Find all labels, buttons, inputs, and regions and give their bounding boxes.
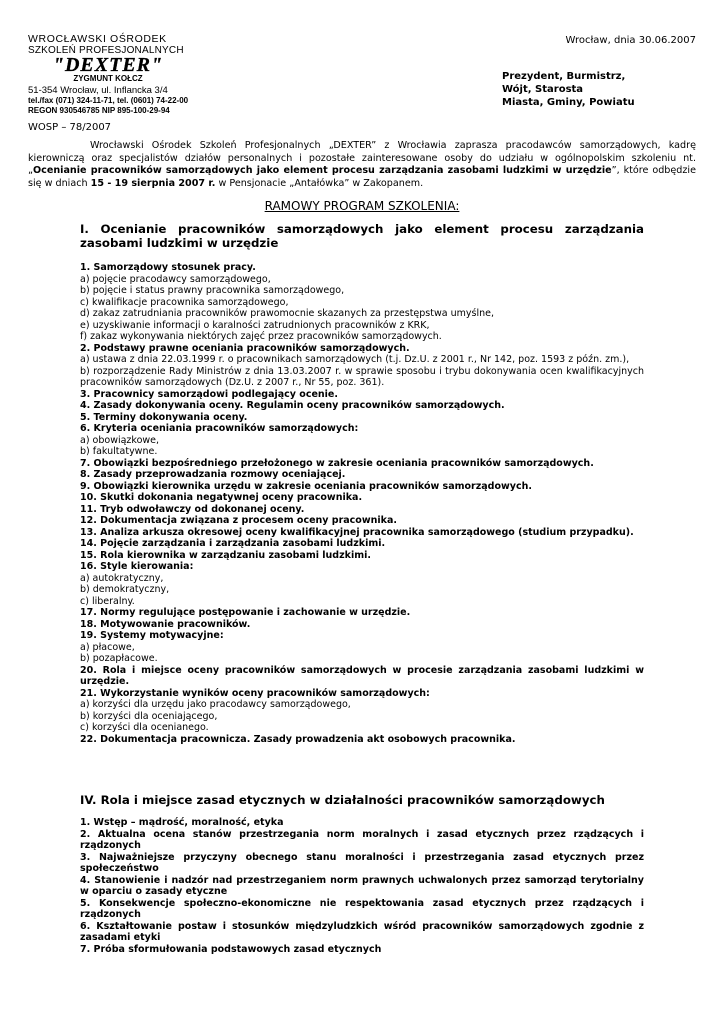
intro-text: ”, które odbędzie się w dniach bbox=[28, 165, 696, 189]
program-item: 10. Skutki dokonania negatywnej oceny pracownika. bbox=[80, 492, 363, 503]
intro-text: w Pensjonacie „Antałówka” w Zakopanem. bbox=[215, 177, 424, 189]
program-item: 11. Tryb odwoławczy od dokonanej oceny. bbox=[80, 503, 305, 515]
program-item: 17. Normy regulujące postępowanie i zachowanie w urzędzie. bbox=[80, 607, 411, 618]
program-item: 21. Wykorzystanie wyników oceny pracowników samorządowych: bbox=[80, 687, 430, 699]
letterhead-line2: SZKOLEŃ PROFESJONALNYCH bbox=[28, 45, 184, 56]
letterhead-phone: tel./fax (071) 324-11-71, tel. (0601) 74-22-00 bbox=[28, 96, 189, 105]
intro-text: Wrocławski Ośrodek Szkoleń Profesjonalnych „DEXTER” z Wrocławia zaprasza pracodawców samorządowych, kadrę kierowniczą oraz specjalistów działów personalnych i pozostałe zainteresowane osoby do udziału w ogólnopolskim szkoleniu nt. „ bbox=[28, 140, 696, 176]
program-title: RAMOWY PROGRAM SZKOLENIA: bbox=[264, 199, 460, 213]
program-item: 7. Próba sformułowania podstawowych zasad etycznych bbox=[80, 943, 382, 955]
program-item: a) płacowe, bbox=[80, 641, 135, 653]
section1-list bbox=[80, 262, 644, 745]
program-item: 5. Konsekwencje społeczno-ekonomiczne nie respektowania zasad etycznych przez rządzących i rządzonych bbox=[80, 897, 644, 920]
program-item: a) autokratyczny, bbox=[80, 572, 164, 584]
program-item: 3. Pracownicy samorządowi podlegający ocenie. bbox=[80, 388, 338, 400]
program-item: 7. Obowiązki bezpośredniego przełożonego w zakresie oceniania pracowników samorządowych. bbox=[80, 457, 594, 469]
program-item: c) liberalny. bbox=[80, 595, 135, 607]
section-heading: IV. Rola i miejsce zasad etycznych w działalności pracowników samorządowych bbox=[80, 793, 605, 807]
program-item: d) zakaz zatrudniania pracowników prawomocnie skazanych za przestępstwa umyślne, bbox=[80, 308, 494, 319]
recipient-block bbox=[502, 70, 635, 109]
program-item: 1. Samorządowy stosunek pracy. bbox=[80, 262, 256, 273]
section-heading: I. Ocenianie pracowników samorządowych jako element procesu zarządzania zasobami ludzkimi w urzędzie bbox=[80, 222, 644, 250]
program-item: b) pojęcie i status prawny pracownika samorządowego, bbox=[80, 285, 345, 296]
program-item: 22. Dokumentacja pracownicza. Zasady prowadzenia akt osobowych pracownika. bbox=[80, 733, 516, 745]
letterhead-regon: REGON 930546785 NIP 895-100-29-94 bbox=[28, 106, 170, 115]
program-item: 18. Motywowanie pracowników. bbox=[80, 618, 251, 630]
program-item: 4. Zasady dokonywania oceny. Regulamin oceny pracowników samorządowych. bbox=[80, 400, 505, 411]
letter-date: Wrocław, dnia 30.06.2007 bbox=[565, 35, 696, 46]
program-item: 9. Obowiązki kierownika urzędu w zakresie oceniania pracowników samorządowych. bbox=[80, 480, 532, 492]
letterhead-address: 51-354 Wrocław, ul. Inflancka 3/4 bbox=[28, 85, 168, 96]
program-item: a) obowiązkowe, bbox=[80, 434, 160, 446]
program-item: b) demokratyczny, bbox=[80, 584, 170, 595]
program-item: 1. Wstęp – mądrość, moralność, etyka bbox=[80, 817, 284, 828]
program-item: a) ustawa z dnia 22.03.1999 r. o pracownikach samorządowych (t.j. Dz.U. z 2001 r., Nr 142, poz. 1593 z późn. zm.), bbox=[80, 354, 630, 365]
program-item: b) pozapłacowe. bbox=[80, 653, 158, 664]
program-item: 2. Aktualna ocena stanów przestrzegania norm moralnych i zasad etycznych przez rządzących i rządzonych bbox=[80, 828, 644, 851]
program-item: 16. Style kierowania: bbox=[80, 561, 194, 572]
program-item: c) korzyści dla ocenianego. bbox=[80, 722, 209, 733]
recipient-line: Prezydent, Burmistrz, bbox=[502, 71, 626, 82]
program-item: c) kwalifikacje pracownika samorządowego, bbox=[80, 296, 289, 308]
program-item: a) pojęcie pracodawcy samorządowego, bbox=[80, 273, 271, 285]
program-item: 12. Dokumentacja związana z procesem oceny pracownika. bbox=[80, 515, 397, 526]
program-item: 4. Stanowienie i nadzór nad przestrzeganiem norm prawnych uchwalonych przez samorząd terytorialny w oparciu o zasady etyczne bbox=[80, 874, 644, 897]
intro-paragraph bbox=[28, 140, 696, 190]
program-item: 8. Zasady przeprowadzania rozmowy oceniającej. bbox=[80, 469, 346, 480]
program-item: b) rozporządzenie Rady Ministrów z dnia 13.03.2007 r. w sprawie sposobu i trybu dokonywania ocen kwalifikacyjnych pracowników samorządowych (Dz.U. z 2007 r., Nr 55, poz. 361). bbox=[80, 365, 644, 388]
section4-list bbox=[80, 817, 644, 955]
program-item: 15. Rola kierownika w zarządzaniu zasobami ludzkimi. bbox=[80, 549, 371, 561]
program-item: 13. Analiza arkusza okresowej oceny kwalifikacyjnej pracownika samorządowego (studium przypadku). bbox=[80, 526, 634, 538]
program-item: 3. Najważniejsze przyczyny obecnego stanu moralności i przestrzegania zasad etycznych przez społeczeństwo bbox=[80, 851, 644, 874]
letterhead-logo bbox=[28, 34, 208, 116]
program-item: 14. Pojęcie zarządzania i zarządzania zasobami ludzkimi. bbox=[80, 538, 386, 549]
program-item: 20. Rola i miejsce oceny pracowników samorządowych w procesie zarządzania zasobami ludzkimi w urzędzie. bbox=[80, 664, 644, 687]
program-item: 2. Podstawy prawne oceniania pracowników samorządowych. bbox=[80, 342, 410, 354]
program-item: 5. Terminy dokonywania oceny. bbox=[80, 411, 248, 423]
program-item: e) uzyskiwanie informacji o karalności zatrudnionych pracowników z KRK, bbox=[80, 319, 430, 331]
letterhead-owner: ZYGMUNT KOŁCZ bbox=[73, 74, 143, 83]
recipient-line: Wójt, Starosta bbox=[502, 84, 584, 95]
training-topic: Ocenianie pracowników samorządowych jako element procesu zarządzania zasobami ludzkimi w urzędzie bbox=[32, 165, 612, 176]
program-item: 19. Systemy motywacyjne: bbox=[80, 630, 224, 641]
program-item: b) fakultatywne. bbox=[80, 446, 158, 457]
program-item: b) korzyści dla oceniającego, bbox=[80, 710, 218, 722]
letterhead-brand: "DEXTER" bbox=[52, 54, 164, 76]
recipient-line: Miasta, Gminy, Powiatu bbox=[502, 97, 635, 108]
program-item: 6. Kryteria oceniania pracowników samorządowych: bbox=[80, 423, 359, 434]
program-item: a) korzyści dla urzędu jako pracodawcy samorządowego, bbox=[80, 699, 351, 710]
reference-number: WOSP – 78/2007 bbox=[28, 122, 112, 133]
program-item: f) zakaz wykonywania niektórych zajęć przez pracowników samorządowych. bbox=[80, 331, 442, 342]
program-item: 6. Kształtowanie postaw i stosunków międzyludzkich wśród pracowników samorządowych zgodnie z zasadami etyki bbox=[80, 920, 644, 943]
training-dates: 15 - 19 sierpnia 2007 r. bbox=[90, 177, 216, 189]
letterhead-line1: WROCŁAWSKI OŚRODEK bbox=[28, 33, 167, 45]
